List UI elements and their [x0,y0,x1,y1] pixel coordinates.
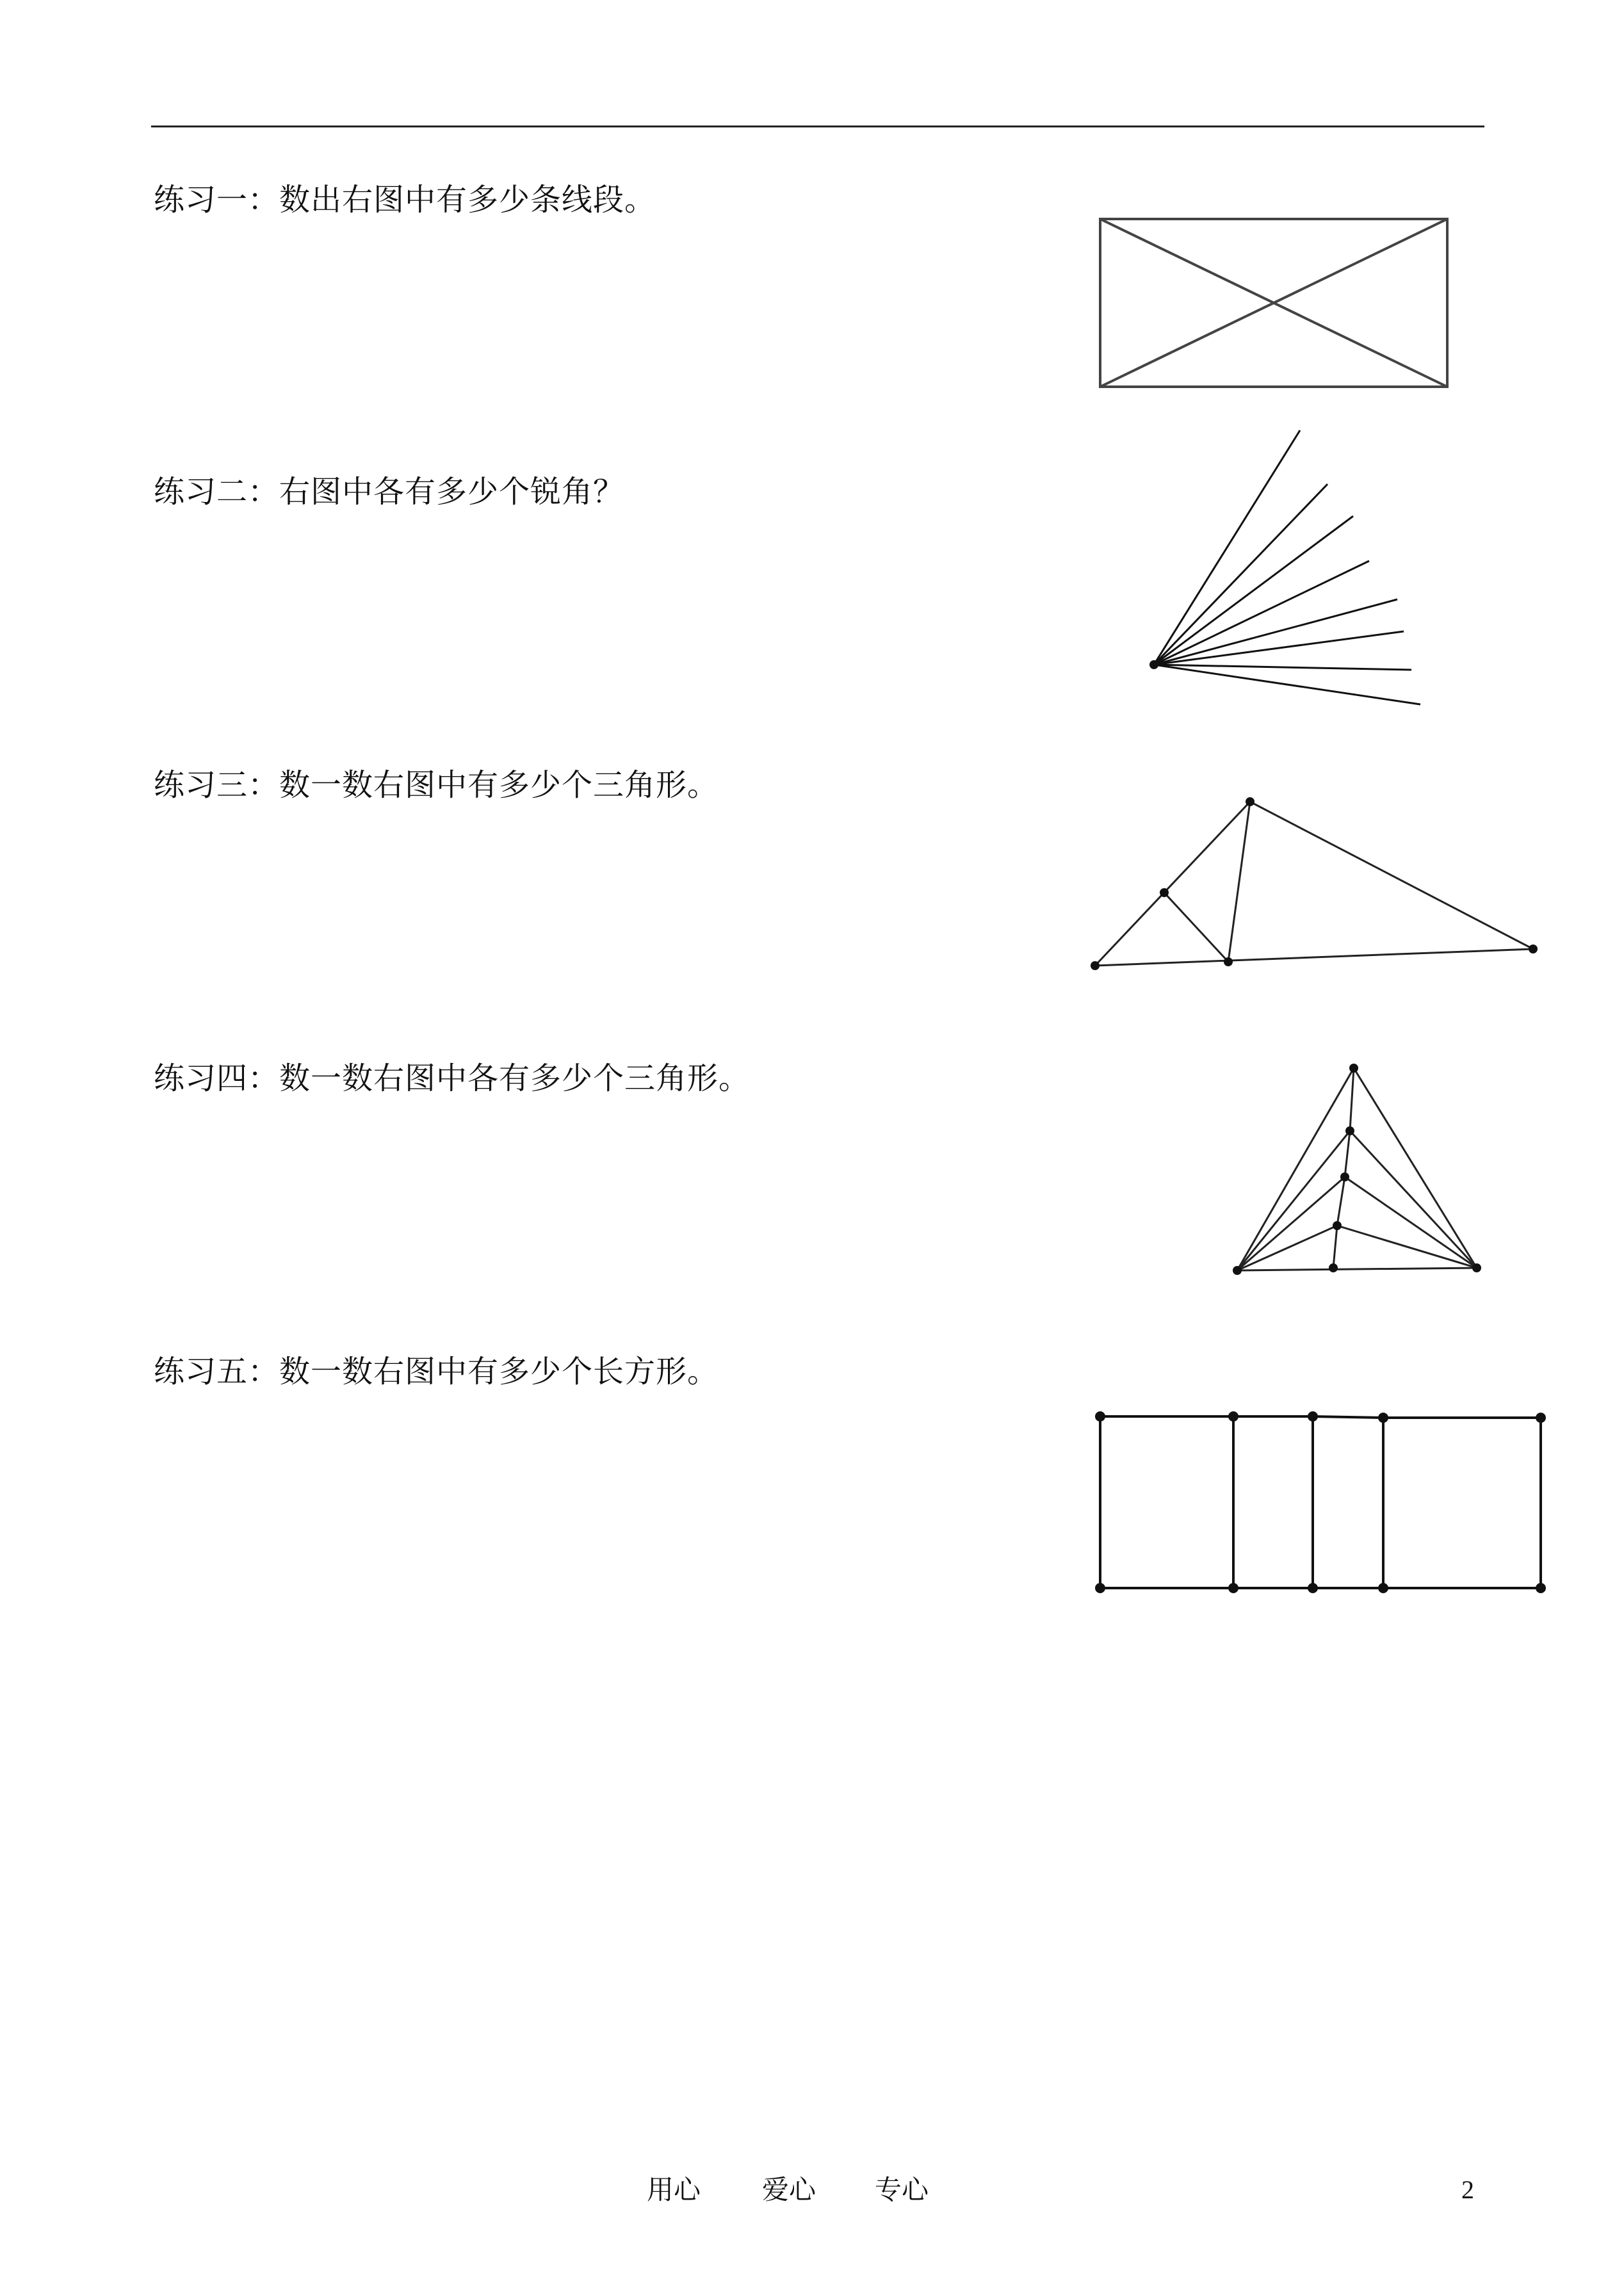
point-inner-2 [1340,1172,1349,1181]
header-rule [151,126,1484,127]
edge-base [1095,949,1533,966]
outer-base [1237,1268,1477,1270]
exercise-2-figure [1140,423,1434,717]
point-bottom-1 [1095,1583,1105,1593]
point-apex [1349,1064,1358,1073]
point-bottom-2 [1228,1583,1238,1593]
footer-slogan-1: 用心 [647,2174,701,2205]
exercise-3-figure [1076,788,1550,980]
right-to-p3 [1345,1177,1477,1268]
ray-5 [1154,599,1397,665]
point-left [1233,1266,1242,1275]
point-top-2 [1228,1411,1238,1422]
outer-right [1354,1068,1477,1268]
edge-top-left [1095,802,1250,966]
ray-2 [1154,484,1328,665]
exercise-2-text: 练习二：右图中各有多少个锐角？ [154,474,625,510]
rectangle-outline [1100,1416,1541,1588]
exercise-1-text: 练习一：数出右图中有多少条线段。 [154,182,656,218]
ray-7 [1154,665,1411,670]
left-to-p2 [1237,1131,1350,1270]
exercise-5-text: 练习五：数一数右图中有多少个长方形。 [154,1354,719,1390]
left-to-p3 [1237,1177,1345,1270]
point-top-4 [1378,1413,1388,1423]
ray-8 [1154,665,1420,704]
edge-inner [1164,893,1228,962]
point-top-5 [1536,1413,1546,1423]
point-bottom-3 [1308,1583,1318,1593]
point-right [1529,945,1538,953]
point-left [1091,961,1100,970]
point-bottom-4 [1378,1583,1388,1593]
point-inner-1 [1345,1126,1354,1135]
page-number: 2 [1461,2175,1474,2204]
point-inner-3 [1333,1221,1342,1230]
right-to-p4 [1337,1226,1477,1268]
exercise-5-figure [1089,1402,1563,1614]
point-side-mid [1160,888,1169,897]
left-to-p4 [1237,1226,1337,1270]
point-top-1 [1095,1411,1105,1422]
exercise-1-figure [1089,211,1460,397]
exercise-3-text: 练习三：数一数右图中有多少个三角形。 [154,767,719,803]
right-to-p2 [1350,1131,1477,1268]
point-base-mid [1329,1263,1338,1272]
edge-top-right [1250,802,1533,949]
footer-slogan-2: 爱心 [762,2174,816,2205]
vertex-point [1149,660,1158,669]
exercise-4-text: 练习四：数一数右图中各有多少个三角形。 [154,1060,751,1096]
point-base-mid [1224,957,1233,966]
edge-apex-base [1228,802,1250,962]
footer-slogan-3: 专心 [875,2174,929,2205]
point-bottom-5 [1536,1583,1546,1593]
point-top-3 [1308,1411,1318,1422]
point-apex [1246,797,1255,806]
exercise-4-figure [1217,1050,1498,1287]
point-right [1472,1263,1481,1272]
page-footer [0,2171,1624,2209]
